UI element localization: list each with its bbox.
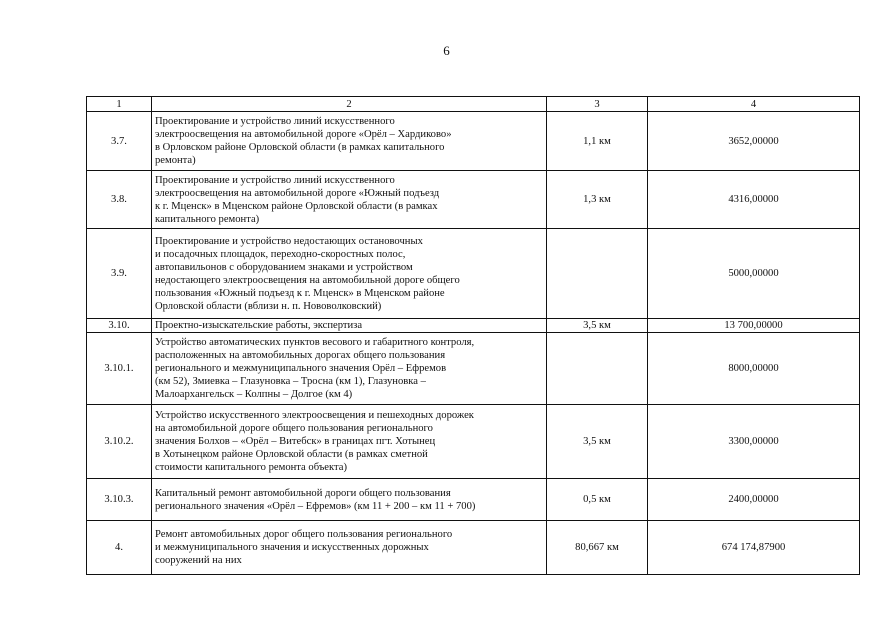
page-number: 6 <box>443 43 450 58</box>
row-length-cell: 1,3 км <box>547 171 648 229</box>
table-row <box>87 171 860 229</box>
table-row <box>87 112 860 171</box>
row-number-cell: 3.9. <box>87 229 152 319</box>
table-body <box>87 97 860 575</box>
header-cell: 1 <box>87 97 152 112</box>
row-description-cell: Устройство автоматических пунктов весового и габаритного контроля, расположенных на автомобильных дорогах общего пользования регионального и межмуниципального значения Орёл – Ефремов (км 52), Змиевка – Глазуновка – Тросна (км 1), Глазуновка – Малоархангельск – Колпны – Долгое (км 4) <box>152 333 547 405</box>
row-length-cell: 1,1 км <box>547 112 648 171</box>
budget-table <box>86 96 860 575</box>
row-cost-cell: 3652,00000 <box>648 112 860 171</box>
header-cell: 2 <box>152 97 547 112</box>
row-length-cell <box>547 229 648 319</box>
table-row <box>87 333 860 405</box>
header-cell: 3 <box>547 97 648 112</box>
row-cost-cell: 4316,00000 <box>648 171 860 229</box>
row-number-cell: 3.7. <box>87 112 152 171</box>
table-row <box>87 479 860 521</box>
row-number-cell: 3.10. <box>87 319 152 333</box>
row-description-cell: Проектирование и устройство линий искусственного электроосвещения на автомобильной дороге «Орёл – Хардиково» в Орловском районе Орловской области (в рамках капитального ремонта) <box>152 112 547 171</box>
table-header-row <box>87 97 860 112</box>
row-description-cell: Проектно-изыскательские работы, экспертиза <box>152 319 547 333</box>
table-row <box>87 319 860 333</box>
row-number-cell: 3.10.3. <box>87 479 152 521</box>
row-description-cell: Ремонт автомобильных дорог общего пользования регионального и межмуниципального значения и искусственных дорожных сооружений на них <box>152 521 547 575</box>
row-length-cell: 3,5 км <box>547 405 648 479</box>
header-cell: 4 <box>648 97 860 112</box>
row-cost-cell: 13 700,00000 <box>648 319 860 333</box>
row-length-cell: 0,5 км <box>547 479 648 521</box>
row-cost-cell: 674 174,87900 <box>648 521 860 575</box>
table-row <box>87 405 860 479</box>
row-cost-cell: 3300,00000 <box>648 405 860 479</box>
table-row <box>87 521 860 575</box>
row-number-cell: 3.10.2. <box>87 405 152 479</box>
row-description-cell: Устройство искусственного электроосвещения и пешеходных дорожек на автомобильной дороге общего пользования регионального значения Болхов – «Орёл – Витебск» в границах пгт. Хотынец в Хотынецком районе Орловской области (в рамках сметной стоимости капитального ремонта объекта) <box>152 405 547 479</box>
row-length-cell: 3,5 км <box>547 319 648 333</box>
row-length-cell <box>547 333 648 405</box>
row-cost-cell: 2400,00000 <box>648 479 860 521</box>
row-number-cell: 3.10.1. <box>87 333 152 405</box>
row-cost-cell: 8000,00000 <box>648 333 860 405</box>
row-description-cell: Проектирование и устройство линий искусственного электроосвещения на автомобильной дороге «Южный подъезд к г. Мценск» в Мценском районе Орловской области (в рамках капитального ремонта) <box>152 171 547 229</box>
row-description-cell: Проектирование и устройство недостающих остановочных и посадочных площадок, переходно-скоростных полос, автопавильонов с оборудованием знаками и устройством недостающего электроосвещения на автомобильной дороге общего пользования «Южный подъезд к г. Мценск» в Мценском районе Орловской области (вблизи н. п. Нововолковский) <box>152 229 547 319</box>
table-row <box>87 229 860 319</box>
row-number-cell: 3.8. <box>87 171 152 229</box>
row-description-cell: Капитальный ремонт автомобильной дороги общего пользования регионального значения «Орёл – Ефремов» (км 11 + 200 – км 11 + 700) <box>152 479 547 521</box>
row-cost-cell: 5000,00000 <box>648 229 860 319</box>
row-number-cell: 4. <box>87 521 152 575</box>
row-length-cell: 80,667 км <box>547 521 648 575</box>
